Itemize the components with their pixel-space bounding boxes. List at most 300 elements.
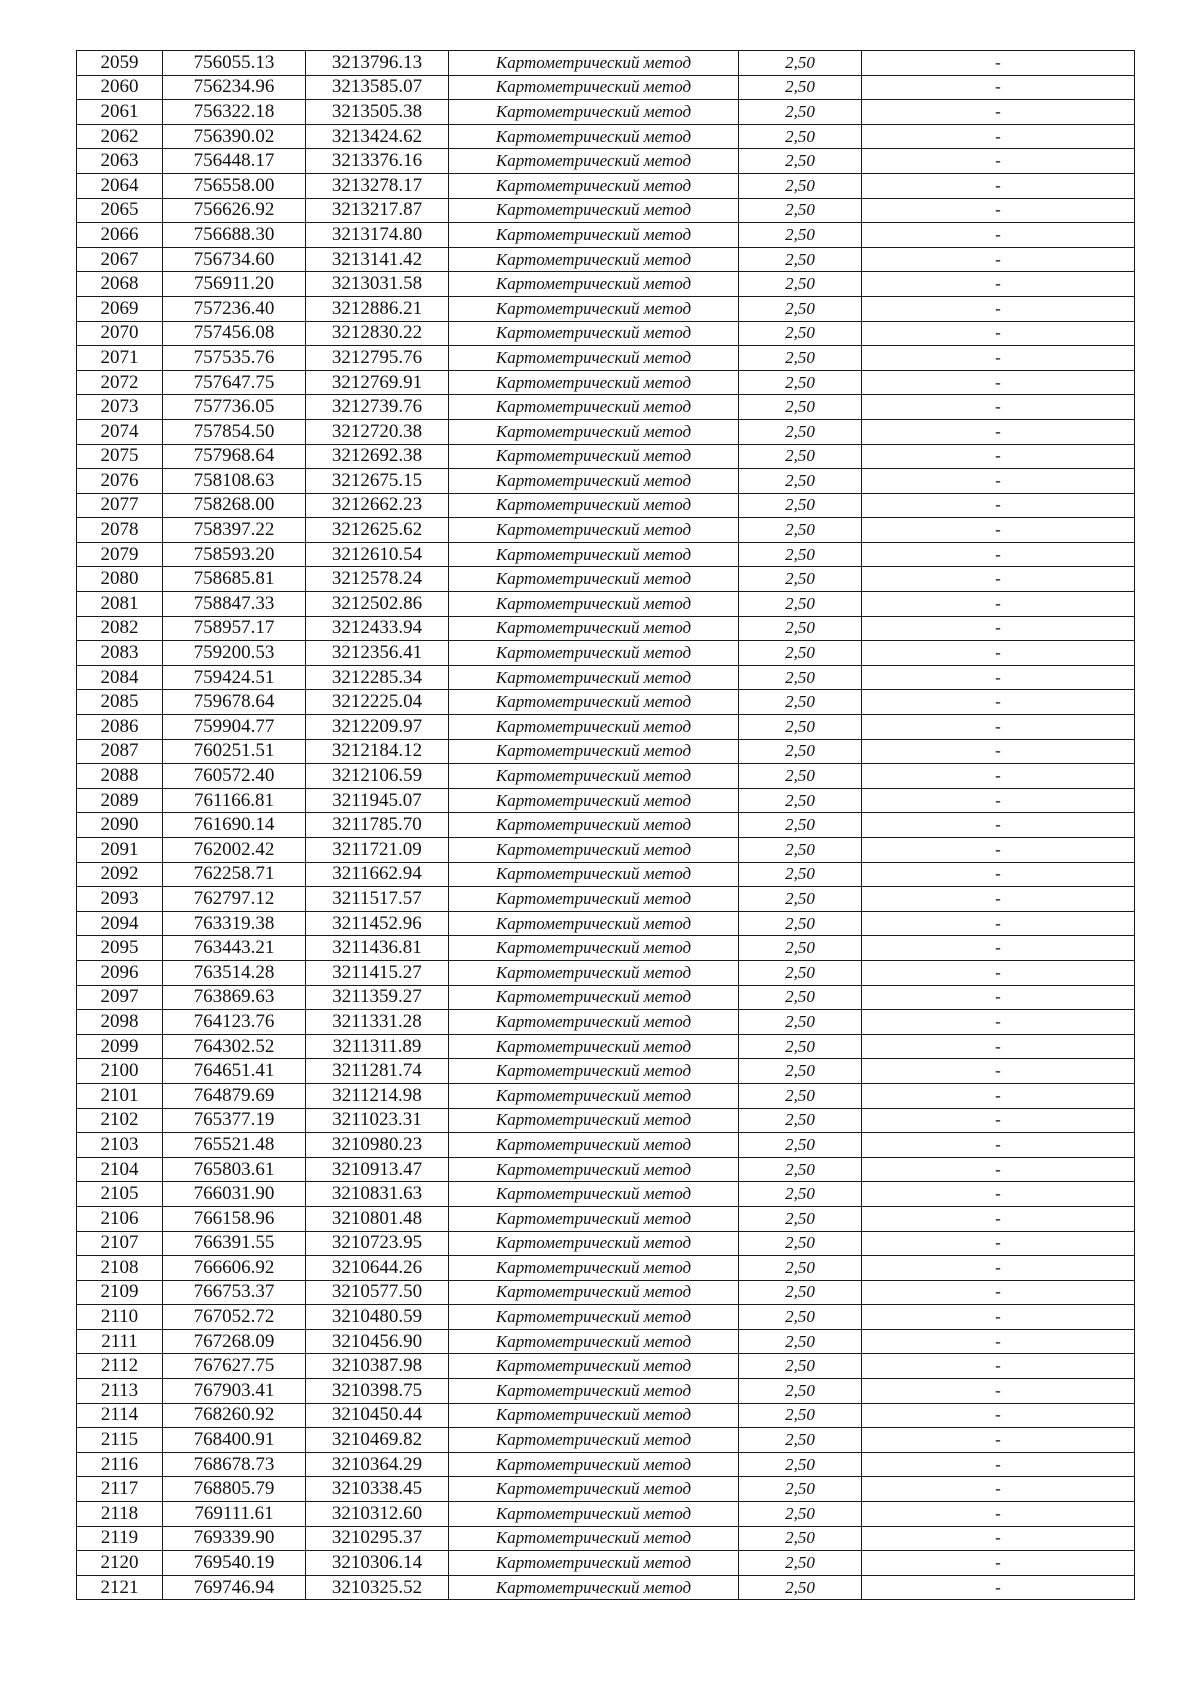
method-cell: Картометрический метод <box>449 296 739 321</box>
table-row <box>77 567 1135 592</box>
x-coordinate-cell: 760572.40 <box>163 764 306 789</box>
y-coordinate-cell: 3210325.52 <box>306 1575 449 1600</box>
note-cell: - <box>862 911 1135 936</box>
y-coordinate-cell: 3211785.70 <box>306 813 449 838</box>
point-number-cell: 2064 <box>77 173 163 198</box>
y-coordinate-cell: 3212578.24 <box>306 567 449 592</box>
point-number-cell: 2086 <box>77 715 163 740</box>
accuracy-cell: 2,50 <box>739 1379 862 1404</box>
table-row <box>77 1206 1135 1231</box>
accuracy-cell: 2,50 <box>739 444 862 469</box>
table-row <box>77 1551 1135 1576</box>
accuracy-cell: 2,50 <box>739 1354 862 1379</box>
accuracy-cell: 2,50 <box>739 321 862 346</box>
accuracy-cell: 2,50 <box>739 51 862 76</box>
point-number-cell: 2074 <box>77 419 163 444</box>
y-coordinate-cell: 3212720.38 <box>306 419 449 444</box>
point-number-cell: 2080 <box>77 567 163 592</box>
accuracy-cell: 2,50 <box>739 1157 862 1182</box>
note-cell: - <box>862 395 1135 420</box>
x-coordinate-cell: 756558.00 <box>163 173 306 198</box>
point-number-cell: 2063 <box>77 149 163 174</box>
point-number-cell: 2072 <box>77 370 163 395</box>
y-coordinate-cell: 3213424.62 <box>306 124 449 149</box>
accuracy-cell: 2,50 <box>739 1305 862 1330</box>
point-number-cell: 2091 <box>77 838 163 863</box>
note-cell: - <box>862 641 1135 666</box>
x-coordinate-cell: 756322.18 <box>163 100 306 125</box>
accuracy-cell: 2,50 <box>739 1083 862 1108</box>
method-cell: Картометрический метод <box>449 911 739 936</box>
method-cell: Картометрический метод <box>449 665 739 690</box>
note-cell: - <box>862 469 1135 494</box>
table-row <box>77 149 1135 174</box>
accuracy-cell: 2,50 <box>739 1526 862 1551</box>
note-cell: - <box>862 75 1135 100</box>
accuracy-cell: 2,50 <box>739 542 862 567</box>
method-cell: Картометрический метод <box>449 813 739 838</box>
accuracy-cell: 2,50 <box>739 1403 862 1428</box>
accuracy-cell: 2,50 <box>739 936 862 961</box>
table-row <box>77 911 1135 936</box>
note-cell: - <box>862 1108 1135 1133</box>
x-coordinate-cell: 758957.17 <box>163 616 306 641</box>
point-number-cell: 2092 <box>77 862 163 887</box>
note-cell: - <box>862 1502 1135 1527</box>
note-cell: - <box>862 1354 1135 1379</box>
note-cell: - <box>862 715 1135 740</box>
table-row <box>77 764 1135 789</box>
x-coordinate-cell: 756626.92 <box>163 198 306 223</box>
note-cell: - <box>862 1551 1135 1576</box>
x-coordinate-cell: 766753.37 <box>163 1280 306 1305</box>
accuracy-cell: 2,50 <box>739 100 862 125</box>
method-cell: Картометрический метод <box>449 1010 739 1035</box>
point-number-cell: 2089 <box>77 788 163 813</box>
accuracy-cell: 2,50 <box>739 739 862 764</box>
method-cell: Картометрический метод <box>449 1305 739 1330</box>
accuracy-cell: 2,50 <box>739 616 862 641</box>
accuracy-cell: 2,50 <box>739 788 862 813</box>
note-cell: - <box>862 1034 1135 1059</box>
x-coordinate-cell: 757236.40 <box>163 296 306 321</box>
note-cell: - <box>862 1329 1135 1354</box>
point-number-cell: 2105 <box>77 1182 163 1207</box>
note-cell: - <box>862 1206 1135 1231</box>
x-coordinate-cell: 768678.73 <box>163 1452 306 1477</box>
y-coordinate-cell: 3212769.91 <box>306 370 449 395</box>
point-number-cell: 2093 <box>77 887 163 912</box>
method-cell: Картометрический метод <box>449 444 739 469</box>
y-coordinate-cell: 3210398.75 <box>306 1379 449 1404</box>
accuracy-cell: 2,50 <box>739 370 862 395</box>
method-cell: Картометрический метод <box>449 395 739 420</box>
y-coordinate-cell: 3212692.38 <box>306 444 449 469</box>
point-number-cell: 2088 <box>77 764 163 789</box>
point-number-cell: 2116 <box>77 1452 163 1477</box>
point-number-cell: 2076 <box>77 469 163 494</box>
method-cell: Картометрический метод <box>449 862 739 887</box>
accuracy-cell: 2,50 <box>739 247 862 272</box>
x-coordinate-cell: 758593.20 <box>163 542 306 567</box>
y-coordinate-cell: 3211359.27 <box>306 985 449 1010</box>
method-cell: Картометрический метод <box>449 247 739 272</box>
table-row <box>77 518 1135 543</box>
accuracy-cell: 2,50 <box>739 1108 862 1133</box>
point-number-cell: 2100 <box>77 1059 163 1084</box>
note-cell: - <box>862 1477 1135 1502</box>
accuracy-cell: 2,50 <box>739 1059 862 1084</box>
point-number-cell: 2070 <box>77 321 163 346</box>
table-row <box>77 1108 1135 1133</box>
point-number-cell: 2097 <box>77 985 163 1010</box>
table-row <box>77 1354 1135 1379</box>
table-row <box>77 247 1135 272</box>
y-coordinate-cell: 3212209.97 <box>306 715 449 740</box>
table-row <box>77 616 1135 641</box>
y-coordinate-cell: 3213031.58 <box>306 272 449 297</box>
x-coordinate-cell: 765377.19 <box>163 1108 306 1133</box>
table-row <box>77 1452 1135 1477</box>
method-cell: Картометрический метод <box>449 469 739 494</box>
point-number-cell: 2068 <box>77 272 163 297</box>
method-cell: Картометрический метод <box>449 567 739 592</box>
accuracy-cell: 2,50 <box>739 764 862 789</box>
table-row <box>77 75 1135 100</box>
table-row <box>77 1526 1135 1551</box>
table-row <box>77 493 1135 518</box>
method-cell: Картометрический метод <box>449 321 739 346</box>
note-cell: - <box>862 346 1135 371</box>
point-number-cell: 2067 <box>77 247 163 272</box>
table-row <box>77 419 1135 444</box>
method-cell: Картометрический метод <box>449 1379 739 1404</box>
note-cell: - <box>862 960 1135 985</box>
method-cell: Картометрический метод <box>449 1575 739 1600</box>
x-coordinate-cell: 763319.38 <box>163 911 306 936</box>
x-coordinate-cell: 757854.50 <box>163 419 306 444</box>
table-row <box>77 1502 1135 1527</box>
method-cell: Картометрический метод <box>449 592 739 617</box>
note-cell: - <box>862 838 1135 863</box>
table-row <box>77 838 1135 863</box>
accuracy-cell: 2,50 <box>739 1452 862 1477</box>
y-coordinate-cell: 3212662.23 <box>306 493 449 518</box>
point-number-cell: 2059 <box>77 51 163 76</box>
table-row <box>77 1575 1135 1600</box>
accuracy-cell: 2,50 <box>739 1477 862 1502</box>
y-coordinate-cell: 3212675.15 <box>306 469 449 494</box>
table-row <box>77 321 1135 346</box>
x-coordinate-cell: 758108.63 <box>163 469 306 494</box>
note-cell: - <box>862 321 1135 346</box>
accuracy-cell: 2,50 <box>739 75 862 100</box>
table-row <box>77 542 1135 567</box>
accuracy-cell: 2,50 <box>739 813 862 838</box>
x-coordinate-cell: 767052.72 <box>163 1305 306 1330</box>
method-cell: Картометрический метод <box>449 493 739 518</box>
method-cell: Картометрический метод <box>449 1428 739 1453</box>
x-coordinate-cell: 769540.19 <box>163 1551 306 1576</box>
point-number-cell: 2061 <box>77 100 163 125</box>
note-cell: - <box>862 1452 1135 1477</box>
table-row <box>77 1305 1135 1330</box>
point-number-cell: 2081 <box>77 592 163 617</box>
point-number-cell: 2103 <box>77 1133 163 1158</box>
point-number-cell: 2085 <box>77 690 163 715</box>
method-cell: Картометрический метод <box>449 1329 739 1354</box>
method-cell: Картометрический метод <box>449 75 739 100</box>
y-coordinate-cell: 3211452.96 <box>306 911 449 936</box>
x-coordinate-cell: 759424.51 <box>163 665 306 690</box>
table-row <box>77 665 1135 690</box>
table-row <box>77 592 1135 617</box>
note-cell: - <box>862 862 1135 887</box>
table-row <box>77 444 1135 469</box>
point-number-cell: 2060 <box>77 75 163 100</box>
y-coordinate-cell: 3211945.07 <box>306 788 449 813</box>
note-cell: - <box>862 493 1135 518</box>
y-coordinate-cell: 3210306.14 <box>306 1551 449 1576</box>
x-coordinate-cell: 759904.77 <box>163 715 306 740</box>
x-coordinate-cell: 769746.94 <box>163 1575 306 1600</box>
x-coordinate-cell: 759678.64 <box>163 690 306 715</box>
point-number-cell: 2102 <box>77 1108 163 1133</box>
method-cell: Картометрический метод <box>449 641 739 666</box>
note-cell: - <box>862 1403 1135 1428</box>
note-cell: - <box>862 665 1135 690</box>
accuracy-cell: 2,50 <box>739 272 862 297</box>
y-coordinate-cell: 3211415.27 <box>306 960 449 985</box>
point-number-cell: 2071 <box>77 346 163 371</box>
y-coordinate-cell: 3211214.98 <box>306 1083 449 1108</box>
x-coordinate-cell: 757456.08 <box>163 321 306 346</box>
note-cell: - <box>862 124 1135 149</box>
x-coordinate-cell: 764879.69 <box>163 1083 306 1108</box>
y-coordinate-cell: 3212625.62 <box>306 518 449 543</box>
y-coordinate-cell: 3211662.94 <box>306 862 449 887</box>
x-coordinate-cell: 757968.64 <box>163 444 306 469</box>
accuracy-cell: 2,50 <box>739 887 862 912</box>
y-coordinate-cell: 3212830.22 <box>306 321 449 346</box>
method-cell: Картометрический метод <box>449 1034 739 1059</box>
method-cell: Картометрический метод <box>449 198 739 223</box>
x-coordinate-cell: 757535.76 <box>163 346 306 371</box>
y-coordinate-cell: 3212502.86 <box>306 592 449 617</box>
accuracy-cell: 2,50 <box>739 1206 862 1231</box>
method-cell: Картометрический метод <box>449 1477 739 1502</box>
table-row <box>77 1010 1135 1035</box>
x-coordinate-cell: 756734.60 <box>163 247 306 272</box>
accuracy-cell: 2,50 <box>739 1133 862 1158</box>
y-coordinate-cell: 3212795.76 <box>306 346 449 371</box>
x-coordinate-cell: 769111.61 <box>163 1502 306 1527</box>
point-number-cell: 2073 <box>77 395 163 420</box>
x-coordinate-cell: 757647.75 <box>163 370 306 395</box>
table-row <box>77 1379 1135 1404</box>
x-coordinate-cell: 762002.42 <box>163 838 306 863</box>
x-coordinate-cell: 763514.28 <box>163 960 306 985</box>
table-row <box>77 1477 1135 1502</box>
method-cell: Картометрический метод <box>449 518 739 543</box>
method-cell: Картометрический метод <box>449 1133 739 1158</box>
accuracy-cell: 2,50 <box>739 346 862 371</box>
table-row <box>77 1157 1135 1182</box>
point-number-cell: 2120 <box>77 1551 163 1576</box>
note-cell: - <box>862 1526 1135 1551</box>
point-number-cell: 2108 <box>77 1256 163 1281</box>
note-cell: - <box>862 1231 1135 1256</box>
note-cell: - <box>862 1575 1135 1600</box>
x-coordinate-cell: 767903.41 <box>163 1379 306 1404</box>
x-coordinate-cell: 768805.79 <box>163 1477 306 1502</box>
y-coordinate-cell: 3211721.09 <box>306 838 449 863</box>
table-row <box>77 173 1135 198</box>
y-coordinate-cell: 3210913.47 <box>306 1157 449 1182</box>
note-cell: - <box>862 985 1135 1010</box>
x-coordinate-cell: 766158.96 <box>163 1206 306 1231</box>
table-row <box>77 1133 1135 1158</box>
point-number-cell: 2115 <box>77 1428 163 1453</box>
point-number-cell: 2098 <box>77 1010 163 1035</box>
note-cell: - <box>862 51 1135 76</box>
note-cell: - <box>862 370 1135 395</box>
table-row <box>77 1403 1135 1428</box>
accuracy-cell: 2,50 <box>739 690 862 715</box>
note-cell: - <box>862 1428 1135 1453</box>
y-coordinate-cell: 3212184.12 <box>306 739 449 764</box>
y-coordinate-cell: 3210338.45 <box>306 1477 449 1502</box>
accuracy-cell: 2,50 <box>739 911 862 936</box>
accuracy-cell: 2,50 <box>739 838 862 863</box>
method-cell: Картометрический метод <box>449 51 739 76</box>
point-number-cell: 2065 <box>77 198 163 223</box>
x-coordinate-cell: 756234.96 <box>163 75 306 100</box>
x-coordinate-cell: 768400.91 <box>163 1428 306 1453</box>
accuracy-cell: 2,50 <box>739 149 862 174</box>
y-coordinate-cell: 3213796.13 <box>306 51 449 76</box>
x-coordinate-cell: 766031.90 <box>163 1182 306 1207</box>
x-coordinate-cell: 765803.61 <box>163 1157 306 1182</box>
method-cell: Картометрический метод <box>449 124 739 149</box>
y-coordinate-cell: 3210801.48 <box>306 1206 449 1231</box>
table-row <box>77 198 1135 223</box>
note-cell: - <box>862 887 1135 912</box>
x-coordinate-cell: 757736.05 <box>163 395 306 420</box>
table-row <box>77 1280 1135 1305</box>
table-row <box>77 641 1135 666</box>
x-coordinate-cell: 761166.81 <box>163 788 306 813</box>
x-coordinate-cell: 764651.41 <box>163 1059 306 1084</box>
accuracy-cell: 2,50 <box>739 960 862 985</box>
point-number-cell: 2118 <box>77 1502 163 1527</box>
x-coordinate-cell: 764123.76 <box>163 1010 306 1035</box>
table-row <box>77 985 1135 1010</box>
method-cell: Картометрический метод <box>449 838 739 863</box>
y-coordinate-cell: 3211311.89 <box>306 1034 449 1059</box>
note-cell: - <box>862 1256 1135 1281</box>
point-number-cell: 2104 <box>77 1157 163 1182</box>
table-row <box>77 370 1135 395</box>
accuracy-cell: 2,50 <box>739 173 862 198</box>
point-number-cell: 2119 <box>77 1526 163 1551</box>
method-cell: Картометрический метод <box>449 1526 739 1551</box>
x-coordinate-cell: 756055.13 <box>163 51 306 76</box>
method-cell: Картометрический метод <box>449 1231 739 1256</box>
accuracy-cell: 2,50 <box>739 296 862 321</box>
note-cell: - <box>862 1157 1135 1182</box>
x-coordinate-cell: 756448.17 <box>163 149 306 174</box>
accuracy-cell: 2,50 <box>739 592 862 617</box>
x-coordinate-cell: 758268.00 <box>163 493 306 518</box>
accuracy-cell: 2,50 <box>739 518 862 543</box>
point-number-cell: 2079 <box>77 542 163 567</box>
y-coordinate-cell: 3212106.59 <box>306 764 449 789</box>
method-cell: Картометрический метод <box>449 985 739 1010</box>
accuracy-cell: 2,50 <box>739 1280 862 1305</box>
y-coordinate-cell: 3210644.26 <box>306 1256 449 1281</box>
point-number-cell: 2094 <box>77 911 163 936</box>
accuracy-cell: 2,50 <box>739 1034 862 1059</box>
table-row <box>77 715 1135 740</box>
point-number-cell: 2077 <box>77 493 163 518</box>
method-cell: Картометрический метод <box>449 1182 739 1207</box>
method-cell: Картометрический метод <box>449 764 739 789</box>
accuracy-cell: 2,50 <box>739 419 862 444</box>
y-coordinate-cell: 3212356.41 <box>306 641 449 666</box>
table-row <box>77 960 1135 985</box>
point-number-cell: 2101 <box>77 1083 163 1108</box>
point-number-cell: 2106 <box>77 1206 163 1231</box>
method-cell: Картометрический метод <box>449 173 739 198</box>
table-row <box>77 1428 1135 1453</box>
note-cell: - <box>862 542 1135 567</box>
x-coordinate-cell: 764302.52 <box>163 1034 306 1059</box>
table-row <box>77 887 1135 912</box>
y-coordinate-cell: 3213217.87 <box>306 198 449 223</box>
method-cell: Картометрический метод <box>449 1059 739 1084</box>
point-number-cell: 2112 <box>77 1354 163 1379</box>
table-row <box>77 51 1135 76</box>
point-number-cell: 2096 <box>77 960 163 985</box>
table-row <box>77 469 1135 494</box>
table-row <box>77 346 1135 371</box>
y-coordinate-cell: 3213174.80 <box>306 223 449 248</box>
table-row <box>77 1083 1135 1108</box>
accuracy-cell: 2,50 <box>739 198 862 223</box>
x-coordinate-cell: 762258.71 <box>163 862 306 887</box>
point-number-cell: 2114 <box>77 1403 163 1428</box>
y-coordinate-cell: 3213585.07 <box>306 75 449 100</box>
y-coordinate-cell: 3210723.95 <box>306 1231 449 1256</box>
method-cell: Картометрический метод <box>449 1551 739 1576</box>
note-cell: - <box>862 173 1135 198</box>
note-cell: - <box>862 444 1135 469</box>
method-cell: Картометрический метод <box>449 272 739 297</box>
table-row <box>77 862 1135 887</box>
point-number-cell: 2107 <box>77 1231 163 1256</box>
y-coordinate-cell: 3210450.44 <box>306 1403 449 1428</box>
point-number-cell: 2075 <box>77 444 163 469</box>
note-cell: - <box>862 198 1135 223</box>
y-coordinate-cell: 3211436.81 <box>306 936 449 961</box>
method-cell: Картометрический метод <box>449 715 739 740</box>
table-row <box>77 1256 1135 1281</box>
point-number-cell: 2087 <box>77 739 163 764</box>
note-cell: - <box>862 1379 1135 1404</box>
method-cell: Картометрический метод <box>449 1280 739 1305</box>
y-coordinate-cell: 3210831.63 <box>306 1182 449 1207</box>
